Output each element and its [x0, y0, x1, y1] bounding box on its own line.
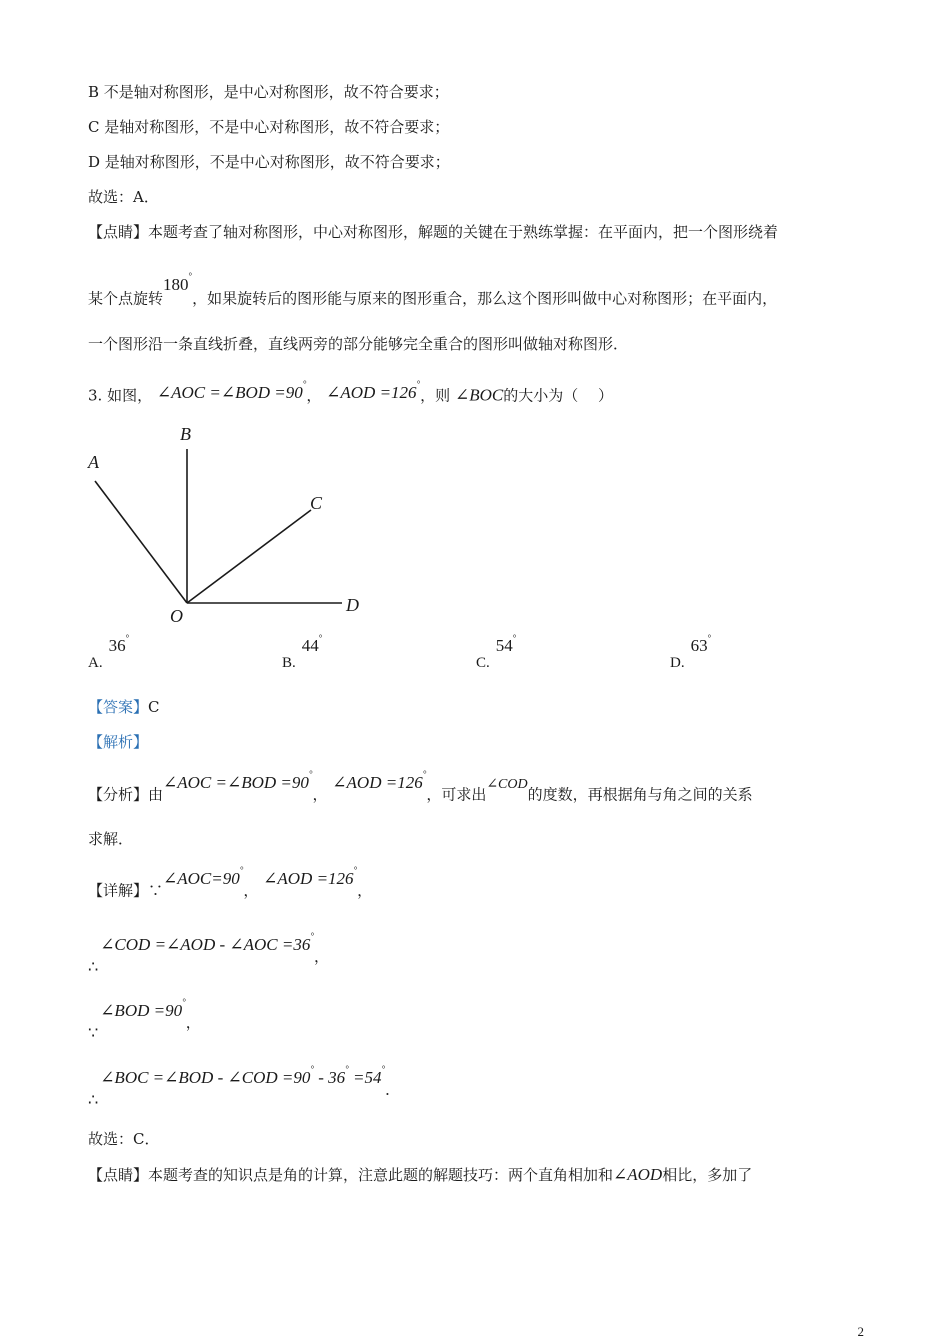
- fenxi-text-3: 的度数，再根据角与角之间的关系: [527, 785, 753, 804]
- option-d-label: D.: [670, 655, 685, 671]
- detail-step-1: 【详解】∵∠AOC=90°， ∠AOD =126°，: [88, 865, 373, 900]
- question-cond-1: ∠AOC =∠BOD =90: [156, 382, 303, 402]
- therefore-symbol-1: ∴: [88, 956, 99, 976]
- therefore-symbol-2: ∴: [88, 1089, 99, 1109]
- fenxi-text-2: ，可求出: [426, 785, 487, 804]
- pointing-2-tag: 【点睛】: [88, 1166, 149, 1184]
- ray-oa: [95, 481, 187, 603]
- angle-figure: [80, 420, 380, 635]
- option-c[interactable]: C.54°: [476, 633, 517, 671]
- detail-step-4: ∴∠BOC =∠BOD - ∠COD =90° - 36° =54°．: [88, 1064, 401, 1109]
- because-symbol: ∵: [148, 881, 164, 900]
- question-3: 3. 如图， ∠AOC =∠BOD =90°， ∠AOD =126°，则 ∠BOC的大小为（ ）: [88, 379, 613, 405]
- option-c-explanation: C 是轴对称图形，不是中心对称图形，故不符合要求；: [88, 118, 450, 136]
- label-o: O: [170, 606, 183, 626]
- choose-a-line: 故选：A．: [88, 188, 159, 206]
- question-suffix: 的大小为（ ）: [503, 386, 613, 405]
- fenxi-text-1: 由: [148, 785, 164, 804]
- pointing-1-text: 本题考查了轴对称图形，中心对称图形，解题的关键在于熟练掌握：在平面内，把一个图形绕着: [148, 223, 779, 241]
- fenxi-expr-1: ∠AOC =∠BOD =90: [163, 772, 309, 792]
- option-d[interactable]: D.63°: [670, 633, 712, 671]
- option-d-value: 63: [690, 636, 708, 655]
- answer-line: [88, 697, 160, 717]
- detail-step-4b: - 36: [313, 1067, 346, 1087]
- detail-step-3-expr: ∠BOD =90: [100, 1000, 183, 1020]
- detail-tag: 【详解】: [88, 881, 149, 900]
- option-b[interactable]: B.44°: [282, 633, 323, 671]
- rotate-prefix: 某个点旋转: [88, 289, 164, 308]
- option-a[interactable]: A.36°: [88, 633, 130, 671]
- detail-step-4c: =54: [348, 1067, 382, 1087]
- pointing-1-line: [88, 222, 778, 242]
- question-prefix: 3. 如图，: [88, 386, 153, 405]
- question-then: ，则: [420, 386, 451, 405]
- rotate-line: 某个点旋转180°，如果旋转后的图形能与原来的图形重合，那么这个图形叫做中心对称图形；在平面内，: [88, 271, 778, 308]
- fenxi-line-2: 求解．: [88, 830, 134, 848]
- rotate-value: 180: [163, 274, 189, 294]
- pointing-1-tag: 【点睛】: [88, 223, 149, 241]
- pointing-2-line: [88, 1165, 752, 1185]
- because-symbol-2: ∵: [88, 1022, 99, 1042]
- detail-step-2: ∴∠COD =∠AOD - ∠AOC =36°，: [88, 931, 329, 976]
- option-b-value: 44: [301, 636, 319, 655]
- label-c: C: [310, 493, 323, 513]
- answer-tag: 【答案】: [88, 698, 149, 716]
- detail-step-3: ∵∠BOD =90°，: [88, 997, 201, 1042]
- option-c-label: C.: [476, 655, 490, 671]
- page-number: 2: [857, 1324, 864, 1339]
- fenxi-line: 【分析】由∠AOC =∠BOD =90°， ∠AOD =126°，可求出∠COD的度数，再根据角与角之间的关系: [88, 769, 753, 804]
- pointing-2-text-2: 相比，多加了: [662, 1166, 753, 1184]
- detail-step-2-expr: ∠COD =∠AOD - ∠AOC =36: [100, 934, 311, 954]
- fold-line: 一个图形沿一条直线折叠，直线两旁的部分能够完全重合的图形叫做轴对称图形．: [88, 335, 629, 353]
- option-b-label: B.: [282, 655, 296, 671]
- question-target: ∠BOC: [454, 385, 504, 405]
- fenxi-expr-3: ∠COD: [486, 776, 528, 792]
- label-d: D: [346, 595, 359, 615]
- detail-step-1b: ∠AOD =126: [263, 868, 354, 888]
- fenxi-tag: 【分析】: [88, 785, 149, 804]
- option-b-explanation: B 不是轴对称图形，是中心对称图形，故不符合要求；: [88, 83, 449, 101]
- option-a-value: 36: [108, 636, 126, 655]
- rotate-suffix: ，如果旋转后的图形能与原来的图形重合，那么这个图形叫做中心对称图形；在平面内，: [192, 289, 778, 308]
- ray-oc: [187, 510, 311, 603]
- label-a: A: [88, 452, 99, 472]
- option-a-label: A.: [88, 655, 103, 671]
- pointing-2-text-1: 本题考查的知识点是角的计算，注意此题的解题技巧：两个直角相加和: [148, 1166, 614, 1184]
- detail-step-4a: ∠BOC =∠BOD - ∠COD =90: [100, 1067, 311, 1087]
- analysis-tag: 【解析】: [88, 733, 149, 751]
- label-b: B: [180, 424, 191, 444]
- choose-c-line: 故选：C．: [88, 1130, 160, 1148]
- option-c-value: 54: [495, 636, 513, 655]
- detail-step-1a: ∠AOC=90: [163, 868, 240, 888]
- option-d-explanation: D 是轴对称图形，不是中心对称图形，故不符合要求；: [88, 153, 450, 171]
- fenxi-expr-2: ∠AOD =126: [332, 772, 423, 792]
- pointing-2-expr: ∠AOD: [613, 1165, 663, 1184]
- answer-value: C: [148, 698, 160, 716]
- question-cond-2: ∠AOD =126: [326, 382, 417, 402]
